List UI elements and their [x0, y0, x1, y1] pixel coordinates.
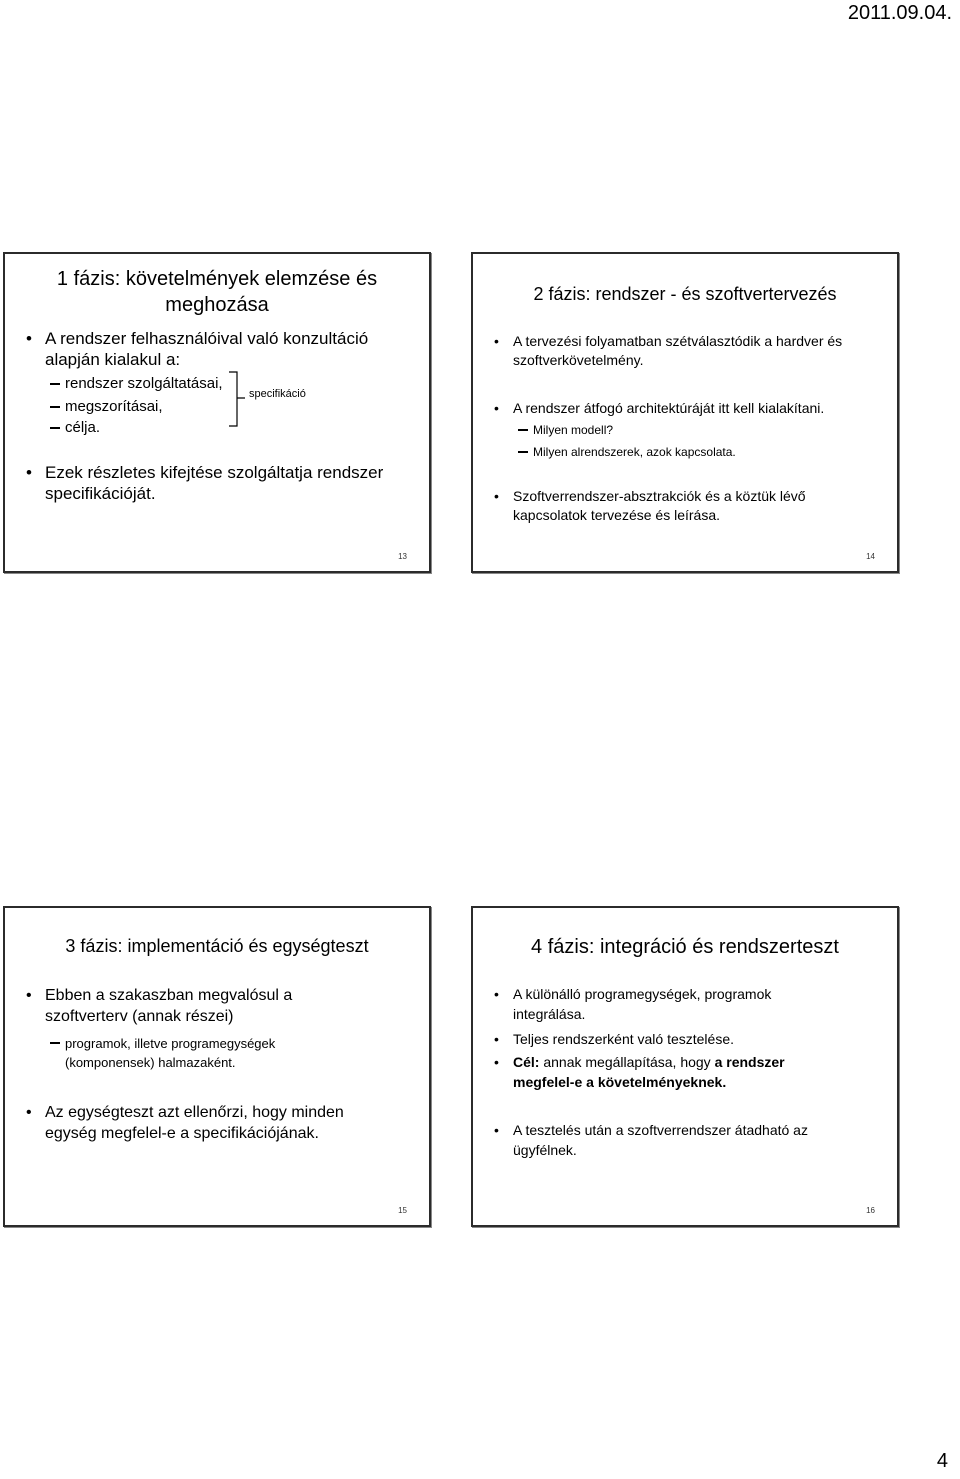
bullet-item: • Ebben a szakaszban megvalósul a szoftverterv (annak részei) [45, 985, 339, 1027]
sub-bullet-item: célja. [65, 419, 101, 436]
bullet-item: • A rendszer átfogó architektúráját itt kell kialakítani. [513, 399, 885, 418]
cel-label: Cél: [513, 1054, 540, 1070]
bullet-item: • A különálló programegységek, programok integrálása. [513, 984, 817, 1024]
bullet-item: • Szoftverrendszer-absztrakciók és a köztük lévő kapcsolatok tervezése és leírása. [513, 487, 857, 525]
brace-label: specifikáció [249, 388, 306, 400]
slide-title: 3 fázis: implementáció és egységteszt [65, 936, 369, 956]
slide-number: 14 [866, 552, 875, 561]
page-number: 4 [936, 1450, 948, 1472]
slide-title: 1 fázis: követelmények elemzése és meghozása [56, 268, 378, 316]
bullet-item: • A tervezési folyamatban szétválasztódik a hardver és szoftverkövetelmény. [513, 332, 867, 370]
bullet-item: • Ezek részletes kifejtése szolgáltatja rendszer specifikációját. [45, 462, 399, 504]
slide-13 [3, 252, 431, 573]
sub-bullet-item: Milyen alrendszerek, azok kapcsolata. [533, 445, 736, 459]
bullet-bold-text: a rendszer megfelel-e a követelményeknek. [513, 1054, 785, 1090]
bullet-item: • A tesztelés után a szoftverrendszer átadható az ügyfélnek. [513, 1120, 827, 1160]
bullet-item: • A rendszer felhasználóival való konzultáció alapján kialakul a: [45, 328, 389, 370]
bullet-item: • Az egységteszt azt ellenőrzi, hogy minden egység megfelel-e a specifikációjának. [45, 1102, 379, 1144]
bracket-icon [223, 370, 263, 430]
document-date: 2011.09.04. [847, 2, 952, 24]
bullet-text: annak megállapítása, hogy [539, 1054, 715, 1070]
slide-number: 15 [398, 1206, 407, 1215]
slide-title: 2 fázis: rendszer - és szoftvertervezés [533, 284, 837, 304]
bullet-item [513, 1052, 817, 1092]
sub-bullet-item: programok, illetve programegységek (komponensek) halmazaként. [65, 1034, 359, 1072]
slide-number: 13 [398, 552, 407, 561]
slide-number: 16 [866, 1206, 875, 1215]
slide-14 [471, 252, 899, 573]
slide-title: 4 fázis: integráció és rendszerteszt [531, 936, 839, 958]
bullet-item: • Teljes rendszerként való tesztelése. [513, 1029, 885, 1049]
sub-bullet-item: megszorításai, [65, 398, 163, 415]
sub-bullet-item: rendszer szolgáltatásai, [65, 375, 223, 392]
sub-bullet-item: Milyen modell? [533, 423, 614, 437]
slide-15 [3, 906, 431, 1227]
slide-16 [471, 906, 899, 1227]
